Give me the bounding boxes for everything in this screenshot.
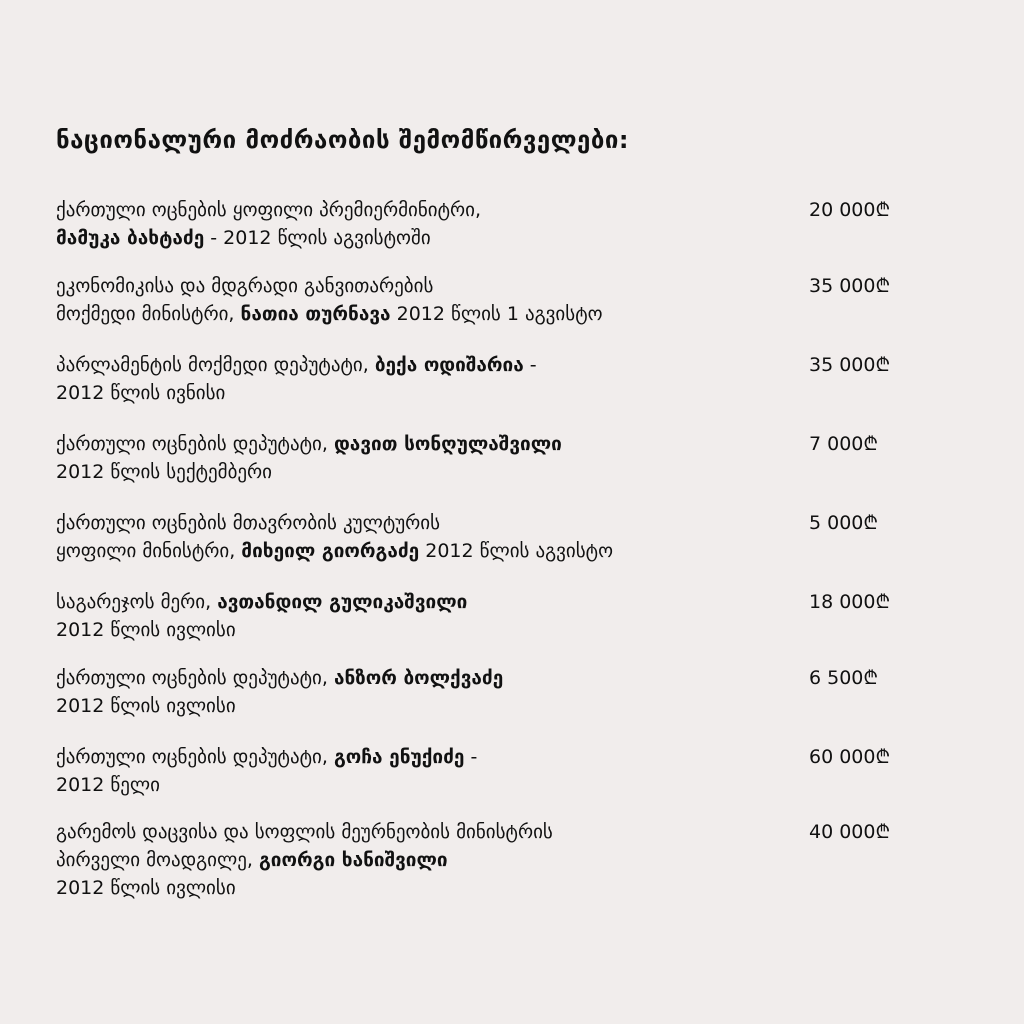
entry-text: 2012 წელი	[56, 774, 160, 796]
entry-line-2	[56, 379, 776, 407]
person-name: მამუკა ბახტაძე	[56, 227, 205, 249]
entry-line-1	[56, 743, 776, 771]
person-name: ნათია თურნავა	[240, 303, 391, 325]
donation-entry	[56, 664, 956, 744]
person-name: დავით სონღულაშვილი	[333, 433, 562, 455]
entry-text: პირველი მოადგილე,	[56, 849, 259, 871]
person-name: ანზორ ბოლქვაძე	[333, 667, 504, 689]
entry-line-2	[56, 300, 776, 328]
entry-line-3: 2012 წლის ივლისი	[56, 877, 236, 899]
entry-text: 2012 წლის ივნისი	[56, 382, 226, 404]
entry-line-1	[56, 509, 776, 537]
entry-text: 2012 წლის ივლისი	[56, 619, 236, 641]
entry-text: 2012 წლის სექტემბერი	[56, 461, 273, 483]
entry-line-2	[56, 224, 776, 252]
entry-description	[56, 272, 776, 328]
entry-line-1	[56, 664, 776, 692]
entry-text: ქართული ოცნების დეპუტატი,	[56, 667, 334, 689]
entry-description	[56, 430, 776, 486]
entry-text: ყოფილი მინისტრი,	[56, 540, 242, 562]
entry-description	[56, 509, 776, 565]
donation-entry	[56, 509, 956, 589]
entry-line-2	[56, 846, 776, 874]
donation-amount: 7 000₾	[809, 433, 879, 455]
donation-amount: 6 500₾	[809, 667, 879, 689]
entry-text: მოქმედი მინისტრი,	[56, 303, 241, 325]
donation-amount: 18 000₾	[809, 591, 891, 613]
donation-entry	[56, 588, 956, 668]
donation-entry	[56, 430, 956, 510]
entry-line-2	[56, 771, 776, 799]
entry-text: 2012 წლის 1 აგვისტო	[390, 303, 603, 325]
entry-description	[56, 818, 776, 902]
donation-amount: 40 000₾	[809, 821, 891, 843]
entry-line-2	[56, 616, 776, 644]
entry-text: პარლამენტის მოქმედი დეპუტატი,	[56, 354, 375, 376]
entry-description	[56, 588, 776, 644]
entry-line-1	[56, 588, 776, 616]
donation-entry	[56, 272, 956, 352]
entry-line-1	[56, 818, 776, 846]
entry-text: ეკონომიკისა და მდგრადი განვითარების	[56, 275, 434, 297]
donation-amount: 20 000₾	[809, 199, 891, 221]
donation-entry	[56, 196, 956, 276]
entry-line-1	[56, 196, 776, 224]
donation-amount: 35 000₾	[809, 354, 891, 376]
person-name: ავთანდილ გულიკაშვილი	[217, 591, 468, 613]
donation-amount: 35 000₾	[809, 275, 891, 297]
donation-amount: 60 000₾	[809, 746, 891, 768]
entry-line-2	[56, 537, 776, 565]
person-name: გიორგი ხანიშვილი	[258, 849, 448, 871]
entry-text: გარემოს დაცვისა და სოფლის მეურნეობის მინისტრის	[56, 821, 553, 843]
entry-text: ქართული ოცნების დეპუტატი,	[56, 746, 334, 768]
entry-text: ქართული ოცნების დეპუტატი,	[56, 433, 334, 455]
entry-line-2	[56, 458, 776, 486]
entry-text: - 2012 წლის აგვისტოში	[204, 227, 431, 249]
entry-text: ქართული ოცნების მთავრობის კულტურის	[56, 512, 441, 534]
entry-text: საგარეჯოს მერი,	[56, 591, 218, 613]
page-title: ნაციონალური მოძრაობის შემომწირველები:	[56, 126, 629, 154]
entry-description	[56, 743, 776, 799]
entry-description	[56, 196, 776, 252]
donation-entry	[56, 743, 956, 823]
person-name: გოჩა ენუქიძე	[333, 746, 465, 768]
entry-text: -	[523, 354, 537, 376]
entry-text: -	[464, 746, 478, 768]
donation-amount: 5 000₾	[809, 512, 879, 534]
entry-text: 2012 წლის აგვისტო	[419, 540, 614, 562]
person-name: მიხეილ გიორგაძე	[241, 540, 420, 562]
entry-line-1	[56, 272, 776, 300]
entry-description	[56, 351, 776, 407]
entry-description	[56, 664, 776, 720]
entry-line-1	[56, 430, 776, 458]
donation-entry	[56, 818, 956, 918]
entry-text: ქართული ოცნების ყოფილი პრემიერმინიტრი,	[56, 199, 482, 221]
entry-line-2	[56, 692, 776, 720]
entry-text: 2012 წლის ივლისი	[56, 695, 236, 717]
donation-entry	[56, 351, 956, 431]
entry-line-1	[56, 351, 776, 379]
person-name: ბექა ოდიშარია	[374, 354, 524, 376]
